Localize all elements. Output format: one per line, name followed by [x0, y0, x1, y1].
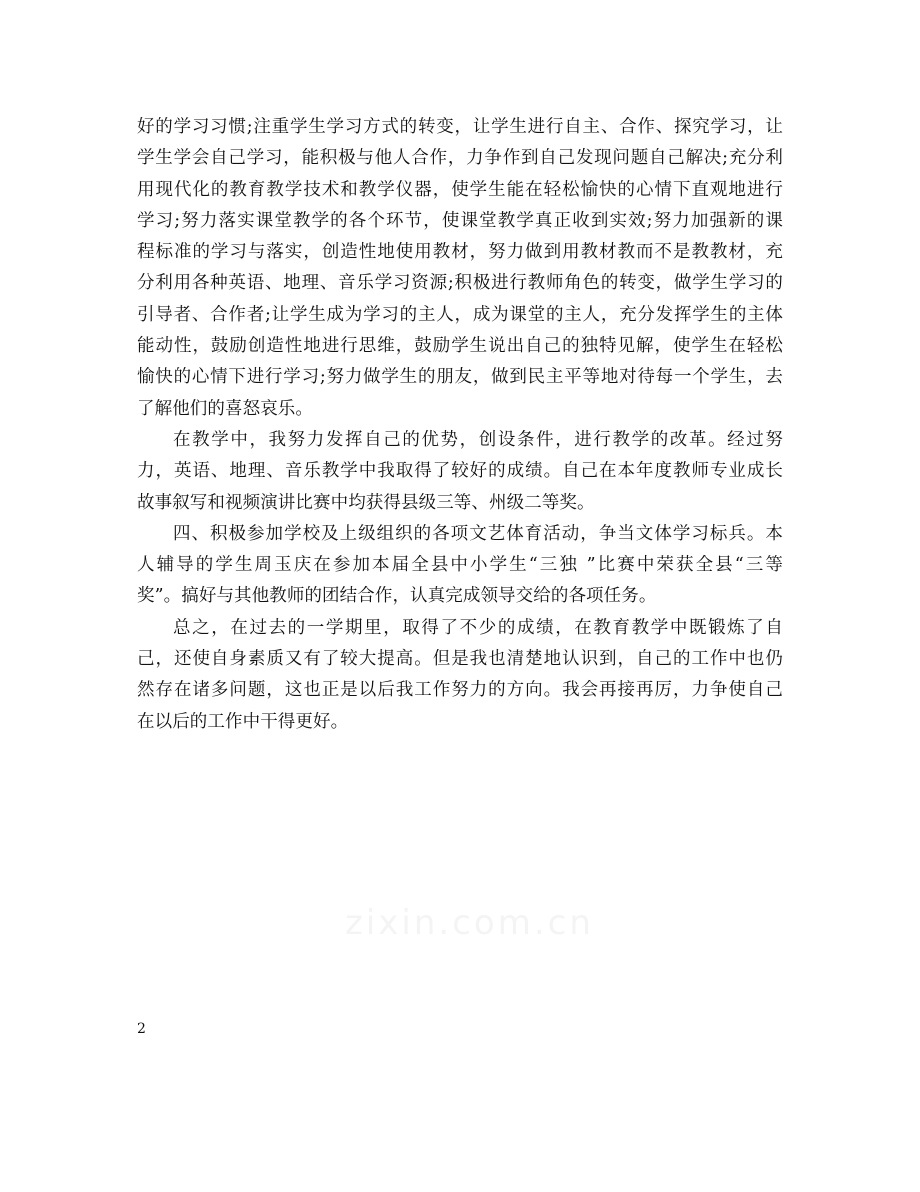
text-line: 奖”。搞好与其他教师的团结合作，认真完成领导交给的各项任务。: [137, 586, 657, 607]
text-line: 引导者、合作者;让学生成为学习的主人，成为课堂的主人，充分发挥学生的主体: [137, 304, 783, 325]
text-line: 学生学会自己学习，能积极与他人合作，力争作到自己发现问题自己解决;充分利: [137, 148, 783, 169]
text-line: 己，还使自身素质又有了较大提高。但是我也清楚地认识到，自己的工作中也仍: [137, 649, 783, 670]
text-line: 用现代化的教育教学技术和教学仪器，使学生能在轻松愉快的心情下直观地进行: [137, 179, 783, 200]
page-number: 2: [137, 1021, 146, 1037]
paragraph-first-line: 总之，在过去的一学期里，取得了不少的成绩，在教育教学中既锻炼了自: [173, 617, 783, 638]
text-line: 人辅导的学生周玉庆在参加本届全县中小学生“三独 ”比赛中荣获全县“三等: [137, 555, 783, 576]
document-body: [137, 112, 783, 738]
text-line: 在以后的工作中干得更好。: [137, 711, 349, 732]
text-line: 好的学习习惯;注重学生学习方式的转变，让学生进行自主、合作、探究学习，让: [137, 117, 783, 137]
text-line: 愉快的心情下进行学习;努力做学生的朋友，做到民主平等地对待每一个学生，去: [137, 367, 783, 388]
watermark: zixin.com.cn: [345, 903, 594, 943]
text-line: 学习;努力落实课堂教学的各个环节，使课堂教学真正收到实效;努力加强新的课: [137, 210, 783, 231]
text-line: 能动性，鼓励创造性地进行思维，鼓励学生说出自己的独特见解，使学生在轻松: [137, 336, 783, 357]
text-line: 了解他们的喜怒哀乐。: [137, 398, 313, 419]
text-line: 然存在诸多问题，这也正是以后我工作努力的方向。我会再接再厉，力争使自己: [137, 680, 783, 701]
text-line: 分利用各种英语、地理、音乐学习资源;积极进行教师角色的转变，做学生学习的: [137, 273, 783, 294]
text-line: 程标准的学习与落实，创造性地使用教材，努力做到用教材教而不是教教材，充: [137, 242, 783, 263]
paragraph-first-line: 在教学中，我努力发挥自己的优势，创设条件，进行教学的改革。经过努: [173, 429, 783, 450]
text-line: 力，英语、地理、音乐教学中我取得了较好的成绩。自己在本年度教师专业成长: [137, 461, 783, 482]
text-line: 故事叙写和视频演讲比赛中均获得县级三等、州级二等奖。: [137, 492, 595, 513]
paragraph-first-line: 四、积极参加学校及上级组织的各项文艺体育活动，争当文体学习标兵。本: [173, 523, 783, 544]
